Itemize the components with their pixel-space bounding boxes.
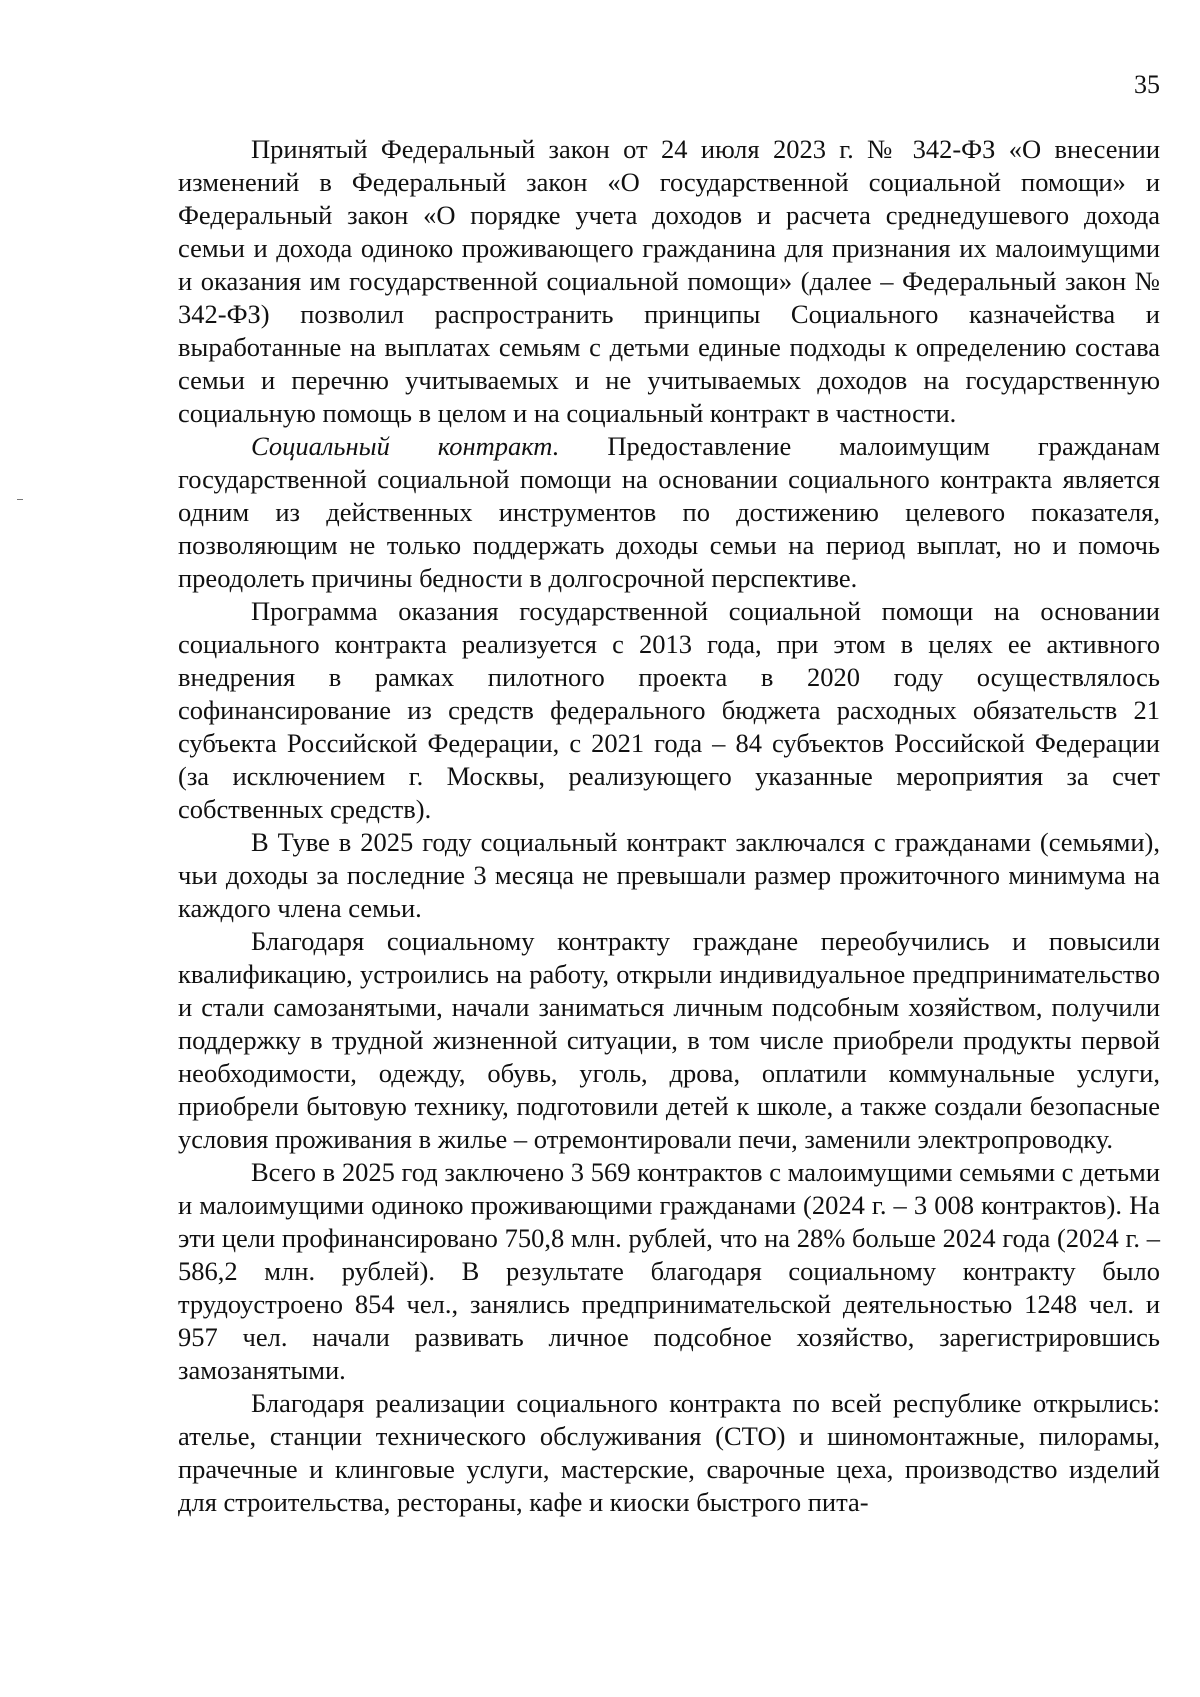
paragraph-tuva-eligibility — [178, 826, 1160, 925]
paragraph-program-history — [178, 595, 1160, 826]
paragraph-lead: Социальный контракт. — [251, 431, 560, 461]
paragraph-text: Всего в 2025 год заключено 3 569 контрактов с малоимущими семьями с детьми и малоимущими одиноко проживающими гражданами (2024 г. – 3 008 контрактов). На эти цели профинансировано 750,8 млн. рублей, что на 28% больше 2024 года (2024 г. – 586,2 млн. рублей). В результате благодаря социальному контракту было трудоустроено 854 чел., занялись предпринимательской деятельностью 1248 чел. и 957 чел. начали развивать личное подсобное хозяйство, зарегистрировшись замозанятыми. — [178, 1157, 1160, 1385]
paragraph-text: Принятый Федеральный закон от 24 июля 2023 г. № 342-ФЗ «О внесении изменений в Федеральный закон «О государственной социальной помощи» и Федеральный закон «О порядке учета доходов и расчета среднедушевого дохода семьи и дохода одиноко проживающего гражданина для признания их малоимущими и оказания им государственной социальной помощи» (далее – Федеральный закон № 342-ФЗ) позволил распространить принципы Социального казначейства и выработанные на выплатах семьям с детьми единые подходы к определению состава семьи и перечню учитываемых и не учитываемых доходов на государственную социальную помощь в целом и на социальный контракт в частности. — [178, 134, 1160, 428]
margin-mark — [17, 499, 23, 500]
paragraph-text: Благодаря реализации социального контракта по всей республике открылись: ателье, станции технического обслуживания (СТО) и шиномонтажные, пилорамы, прачечные и клинговые услуги, мастерские, сварочные цеха, производство изделий для строительства, рестораны, кафе и киоски быстрого пита- — [178, 1388, 1160, 1517]
paragraph-social-contract — [178, 430, 1160, 595]
paragraph-statistics — [178, 1156, 1160, 1387]
paragraph-businesses — [178, 1387, 1160, 1519]
paragraph-outcomes — [178, 925, 1160, 1156]
page-number: 35 — [1134, 70, 1160, 99]
paragraph-text: Программа оказания государственной социальной помощи на основании социального контракта реализуется с 2013 года, при этом в целях ее активного внедрения в рамках пилотного проекта в 2020 году осуществлялось софинансирование из средств федерального бюджета расходных обязательств 21 субъекта Российской Федерации, с 2021 года – 84 субъектов Российской Федерации (за исключением г. Москвы, реализующего указанные мероприятия за счет собственных средств). — [178, 596, 1160, 824]
paragraph-text: В Туве в 2025 году социальный контракт заключался с гражданами (семьями), чьи доходы за последние 3 месяца не превышали размер прожиточного минимума на каждого члена семьи. — [178, 827, 1160, 923]
paragraph-federal-law — [178, 133, 1160, 430]
paragraph-text: Благодаря социальному контракту граждане переобучились и повысили квалификацию, устроились на работу, открыли индивидуальное предпринимательство и стали самозанятыми, начали заниматься личным подсобным хозяйством, получили поддержку в трудной жизненной ситуации, в том числе приобрели продукты первой необходимости, одежду, обувь, уголь, дрова, оплатили коммунальные услуги, приобрели бытовую технику, подготовили детей к школе, а также создали безопасные условия проживания в жилье – отремонтировали печи, заменили электропроводку. — [178, 926, 1160, 1154]
paragraph-text: Предоставление малоимущим гражданам государственной социальной помощи на основании социального контракта является одним из действенных инструментов по достижению целевого показателя, позволяющим не только поддержать доходы семьи на период выплат, но и помочь преодолеть причины бедности в долгосрочной перспективе. — [178, 431, 1160, 593]
document-body — [178, 133, 1160, 1519]
